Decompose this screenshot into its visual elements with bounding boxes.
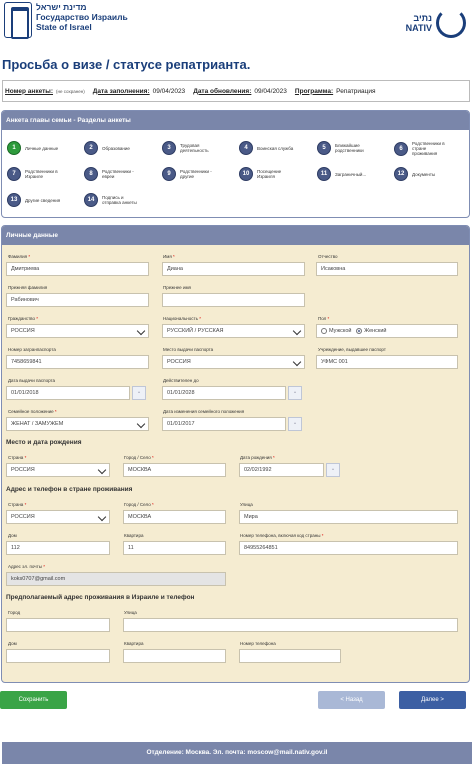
birth-country-select[interactable]: РОССИЯ	[6, 463, 110, 477]
birth-section-title: Место и дата рождения	[6, 439, 82, 446]
section-item-6[interactable]	[394, 141, 452, 156]
chevron-down-icon	[137, 327, 145, 335]
calendar-icon[interactable]: ▫	[326, 463, 340, 477]
section-label: Родственники - евреи	[102, 169, 134, 179]
section-label: Трудовая деятельность	[180, 143, 209, 153]
issue-date-label: Дата выдачи паспорта	[8, 378, 56, 383]
form-info-bar	[2, 80, 470, 102]
section-number-badge: 10	[239, 167, 253, 181]
calendar-icon[interactable]: ▫	[288, 386, 302, 400]
section-item-3[interactable]	[162, 141, 220, 155]
page-title: Просьба о визе / статусе репатрианта.	[2, 57, 251, 72]
section-label: Заграничный...	[335, 171, 367, 177]
back-button[interactable]: < Назад	[318, 691, 385, 709]
isr-apt-label: Квартира	[124, 641, 144, 646]
isr-phone-input[interactable]	[239, 649, 341, 663]
updated-date-label: Дата обновления:	[193, 87, 252, 95]
isr-city-input[interactable]	[6, 618, 110, 632]
birth-city-input[interactable]: МОСКВА	[123, 463, 226, 477]
birth-country-label: Страна *	[8, 455, 27, 460]
section-item-11[interactable]	[317, 167, 375, 181]
prev-firstname-label: Прежнее имя	[163, 285, 191, 290]
res-apt-input[interactable]: 11	[123, 541, 226, 555]
res-house-input[interactable]: 112	[6, 541, 110, 555]
updated-date-value: 09/04/2023	[254, 87, 287, 95]
chevron-down-icon	[98, 513, 106, 521]
res-country-label: Страна *	[8, 502, 27, 507]
section-label: Родственники в Израиле	[25, 169, 58, 179]
filled-date-value: 09/04/2023	[152, 87, 186, 95]
section-label: Другие сведения	[25, 197, 61, 203]
calendar-icon[interactable]: ▫	[132, 386, 146, 400]
authority-label: Учреждение, выдавшее паспорт	[318, 347, 386, 352]
section-label: Воинская служба	[257, 145, 294, 151]
res-country-select[interactable]: РОССИЯ	[6, 510, 110, 524]
isr-apt-input[interactable]	[123, 649, 226, 663]
nativ-logo	[406, 8, 466, 38]
marital-date-label: Дата изменения семейного положения	[163, 409, 245, 414]
gov-russian: Государство Израиль	[36, 12, 128, 22]
section-item-14[interactable]	[84, 193, 142, 207]
footer-contact: Отделение: Москва. Эл. почта: moscow@mail.nativ.gov.il	[2, 742, 472, 764]
section-item-13[interactable]	[7, 193, 65, 207]
section-number-badge: 5	[317, 141, 331, 155]
government-header	[4, 2, 128, 38]
citizenship-label: Гражданство *	[8, 316, 38, 321]
lastname-label: Фамилия *	[8, 254, 31, 259]
issue-place-select[interactable]: РОССИЯ	[162, 355, 305, 369]
isr-street-input[interactable]	[123, 618, 458, 632]
marital-date-input[interactable]: 01/01/2017	[162, 417, 286, 431]
program-value: Репатриация	[336, 87, 376, 95]
section-number-badge: 8	[84, 167, 98, 181]
sections-panel	[1, 110, 470, 218]
filled-date-label: Дата заполнения:	[92, 87, 150, 95]
chevron-down-icon	[293, 358, 301, 366]
patronymic-input[interactable]: Исаковна	[316, 262, 458, 276]
gov-english: State of Israel	[36, 22, 92, 32]
section-item-12[interactable]	[394, 167, 452, 181]
citizenship-select[interactable]: РОССИЯ	[6, 324, 149, 338]
isr-house-input[interactable]	[6, 649, 110, 663]
birth-city-label: Город / Село *	[124, 455, 154, 460]
res-city-input[interactable]: МОСКВА	[123, 510, 226, 524]
firstname-label: Имя *	[163, 254, 175, 259]
firstname-input[interactable]: Диана	[162, 262, 305, 276]
res-city-label: Город / Село *	[124, 502, 154, 507]
section-number-badge: 11	[317, 167, 331, 181]
res-phone-label: Номер телефона, включая код страны *	[240, 533, 324, 538]
program-label: Программа:	[294, 87, 334, 95]
prev-lastname-label: Прежняя фамилия	[8, 285, 48, 290]
personal-panel-title: Личные данные	[2, 226, 469, 245]
valid-label: Действителен до	[163, 378, 199, 383]
israel-section-title: Предполагаемый адрес проживания в Израиле и телефон	[6, 594, 195, 601]
passport-input[interactable]: 7458659841	[6, 355, 149, 369]
section-item-9[interactable]	[162, 167, 220, 181]
prev-firstname-input[interactable]	[162, 293, 305, 307]
nativ-hebrew: נתיב	[413, 13, 432, 23]
marital-label: Семейное положение *	[8, 409, 57, 414]
form-number-value: (не сохранен)	[56, 88, 85, 94]
state-emblem-icon	[4, 2, 32, 38]
gender-radio-group	[316, 324, 458, 338]
section-label: Ближайшие родственники	[335, 143, 364, 153]
nationality-label: Национальность *	[163, 316, 201, 321]
res-phone-input[interactable]: 84955264851	[239, 541, 458, 555]
res-house-label: Дом	[8, 533, 17, 538]
section-number-badge: 14	[84, 193, 98, 207]
email-field[interactable]: koks0707@gmail.com	[6, 572, 226, 586]
section-item-4[interactable]	[239, 141, 297, 155]
sections-panel-title: Анкета главы семьи - Разделы анкеты	[2, 111, 469, 130]
section-number-badge: 1	[7, 141, 21, 155]
issue-date-input[interactable]: 01/01/2018	[6, 386, 130, 400]
next-button[interactable]: Далее >	[399, 691, 466, 709]
marital-select[interactable]: ЖЕНАТ / ЗАМУЖЕМ	[6, 417, 149, 431]
section-number-badge: 7	[7, 167, 21, 181]
nationality-select[interactable]: РУССКИЙ / РУССКАЯ	[162, 324, 305, 338]
save-button[interactable]: Сохранить	[0, 691, 67, 709]
form-number-label: Номер анкеты:	[5, 87, 54, 95]
section-item-2[interactable]	[84, 141, 142, 155]
section-item-8[interactable]	[84, 167, 142, 181]
prev-lastname-input[interactable]: Рабинович	[6, 293, 149, 307]
section-item-5[interactable]	[317, 141, 375, 155]
isr-city-label: Город	[8, 610, 21, 615]
res-apt-label: Квартира	[124, 533, 144, 538]
chevron-down-icon	[137, 420, 145, 428]
authority-input[interactable]: УФМС 001	[316, 355, 458, 369]
birth-date-label: Дата рождения *	[240, 455, 275, 460]
section-item-10[interactable]	[239, 167, 297, 181]
section-number-badge: 2	[84, 141, 98, 155]
chevron-down-icon	[293, 327, 301, 335]
nativ-latin: NATIV	[405, 23, 432, 33]
section-item-1[interactable]	[7, 141, 65, 155]
isr-house-label: Дом	[8, 641, 17, 646]
calendar-icon[interactable]: ▫	[288, 417, 302, 431]
section-number-badge: 12	[394, 167, 408, 181]
valid-date-input[interactable]: 01/01/2028	[162, 386, 286, 400]
section-number-badge: 13	[7, 193, 21, 207]
section-label: Посещение Израиля	[257, 169, 282, 179]
gender-male-radio[interactable]: Мужской	[321, 328, 351, 334]
section-label: Личные данные	[25, 145, 59, 151]
email-label: Адрес эл. почты *	[8, 564, 45, 569]
birth-date-input[interactable]: 02/02/1992	[239, 463, 324, 477]
isr-street-label: Улица	[124, 610, 137, 615]
section-number-badge: 6	[394, 142, 408, 156]
section-number-badge: 4	[239, 141, 253, 155]
residence-section-title: Адрес и телефон в стране проживания	[6, 486, 133, 493]
section-label: Родственники в стране проживания	[412, 141, 445, 156]
section-label: Документы	[412, 171, 436, 177]
res-street-label: Улица	[240, 502, 253, 507]
gender-female-radio[interactable]: Женский	[356, 328, 386, 334]
issue-place-label: Место выдачи паспорта	[163, 347, 214, 352]
isr-phone-label: Номер телефона	[240, 641, 276, 646]
patronymic-label: Отчество	[318, 254, 338, 259]
section-number-badge: 9	[162, 167, 176, 181]
chevron-down-icon	[98, 466, 106, 474]
gender-label: Пол *	[318, 316, 330, 321]
section-label: Образование	[102, 145, 130, 151]
lastname-input[interactable]: Дмитриева	[6, 262, 149, 276]
section-label: Родственники - другие	[180, 169, 212, 179]
passport-label: Номер загранпаспорта	[8, 347, 56, 352]
res-street-input[interactable]: Мира	[239, 510, 458, 524]
nativ-logo-icon	[436, 8, 466, 38]
section-number-badge: 3	[162, 141, 176, 155]
section-label: Подпись и отправка анкеты	[102, 195, 137, 205]
gov-hebrew: מדינת ישראל	[36, 2, 87, 12]
section-item-7[interactable]	[7, 167, 65, 181]
